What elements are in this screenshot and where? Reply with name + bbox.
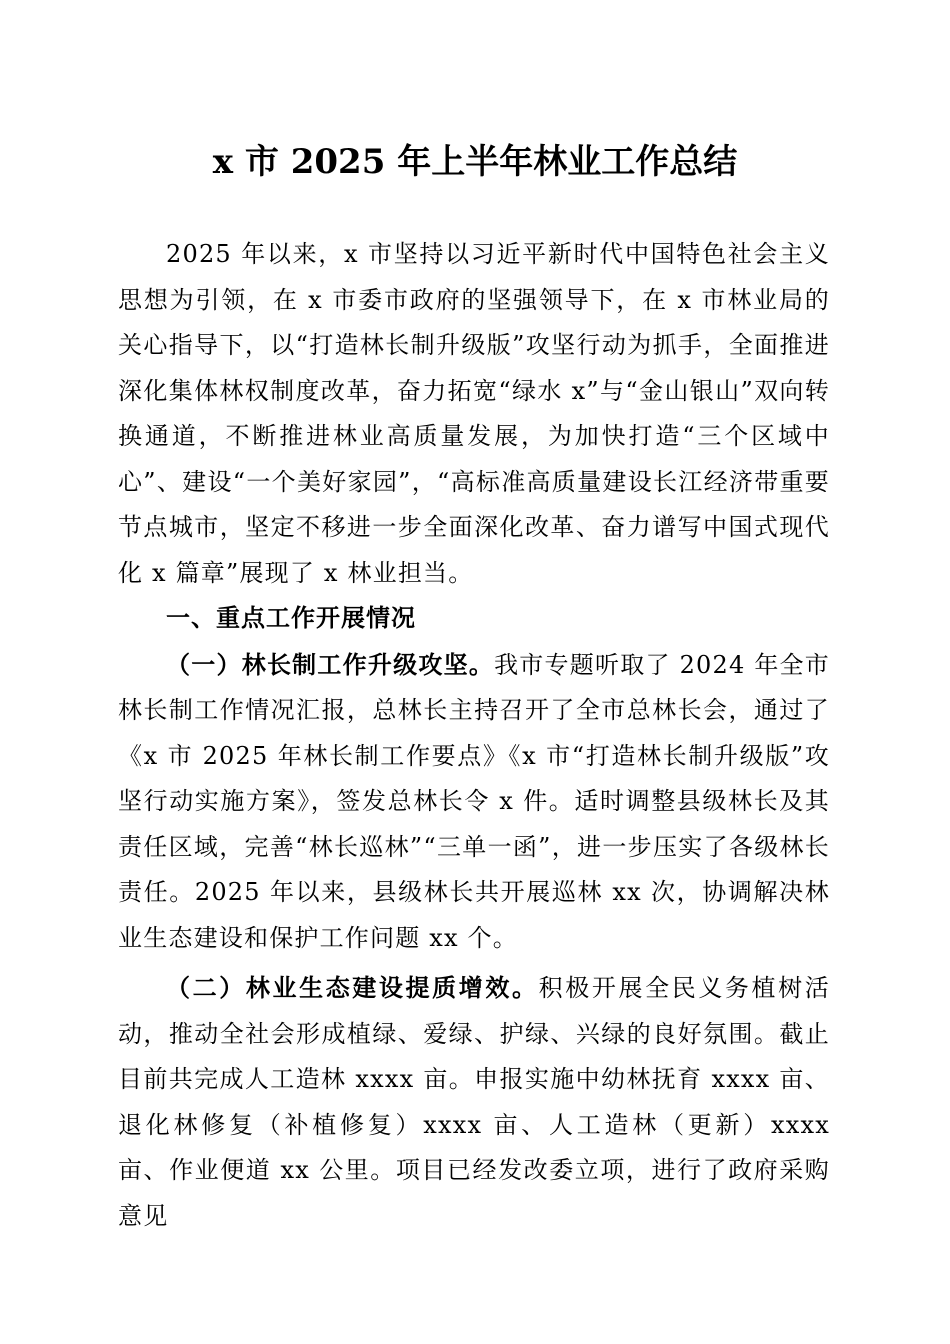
item-ecology-body: 积极开展全民义务植树活动，推动全社会形成植绿、爱绿、护绿、兴绿的良好氛围。截止目前共完成人工造林 xxxx 亩。申报实施中幼林抚育 xxxx 亩、退化林修复（补植修复）xxxx 亩、人工造林（更新）xxxx 亩、作业便道 xx 公里。项目已经发改委立项，进行了政府采购意见 <box>118 974 830 1230</box>
item-forest-chief-lead: （一）林长制工作升级攻坚。 <box>166 649 495 679</box>
item-forest-chief-body: 我市专题听取了 2024 年全市林长制工作情况汇报，总林长主持召开了全市总林长会，通过了《x 市 2025 年林长制工作要点》《x 市“打造林长制升级版”攻坚行动实施方案》，签发总林长令 x 件。适时调整县级林长及其责任区域，完善“林长巡林”“三单一函”，进一步压实了各级林长责任。2025 年以来，县级林长共开展巡林 xx 次，协调解决林业生态建设和保护工作问题 xx 个。 <box>118 650 830 952</box>
intro-paragraph: 2025 年以来，x 市坚持以习近平新时代中国特色社会主义思想为引领，在 x 市委市政府的坚强领导下，在 x 市林业局的关心指导下，以“打造林长制升级版”攻坚行动为抓手，全面推进深化集体林权制度改革，奋力拓宽“绿水 x”与“金山银山”双向转换通道，不断推进林业高质量发展，为加快打造“三个区域中心”、建设“一个美好家园”，“高标准高质量建设长江经济带重要节点城市，坚定不移进一步全面深化改革、奋力谱写中国式现代化 x 篇章”展现了 x 林业担当。 <box>118 240 830 587</box>
item-forest-chief-paragraph <box>118 642 830 962</box>
document-title: x 市 2025 年上半年林业工作总结 <box>212 142 738 182</box>
section-heading-key-work: 一、重点工作开展情况 <box>166 604 416 632</box>
item-ecology-paragraph <box>118 965 830 1239</box>
document-body <box>118 232 830 1239</box>
item-ecology-lead: （二）林业生态建设提质增效。 <box>166 973 539 1002</box>
